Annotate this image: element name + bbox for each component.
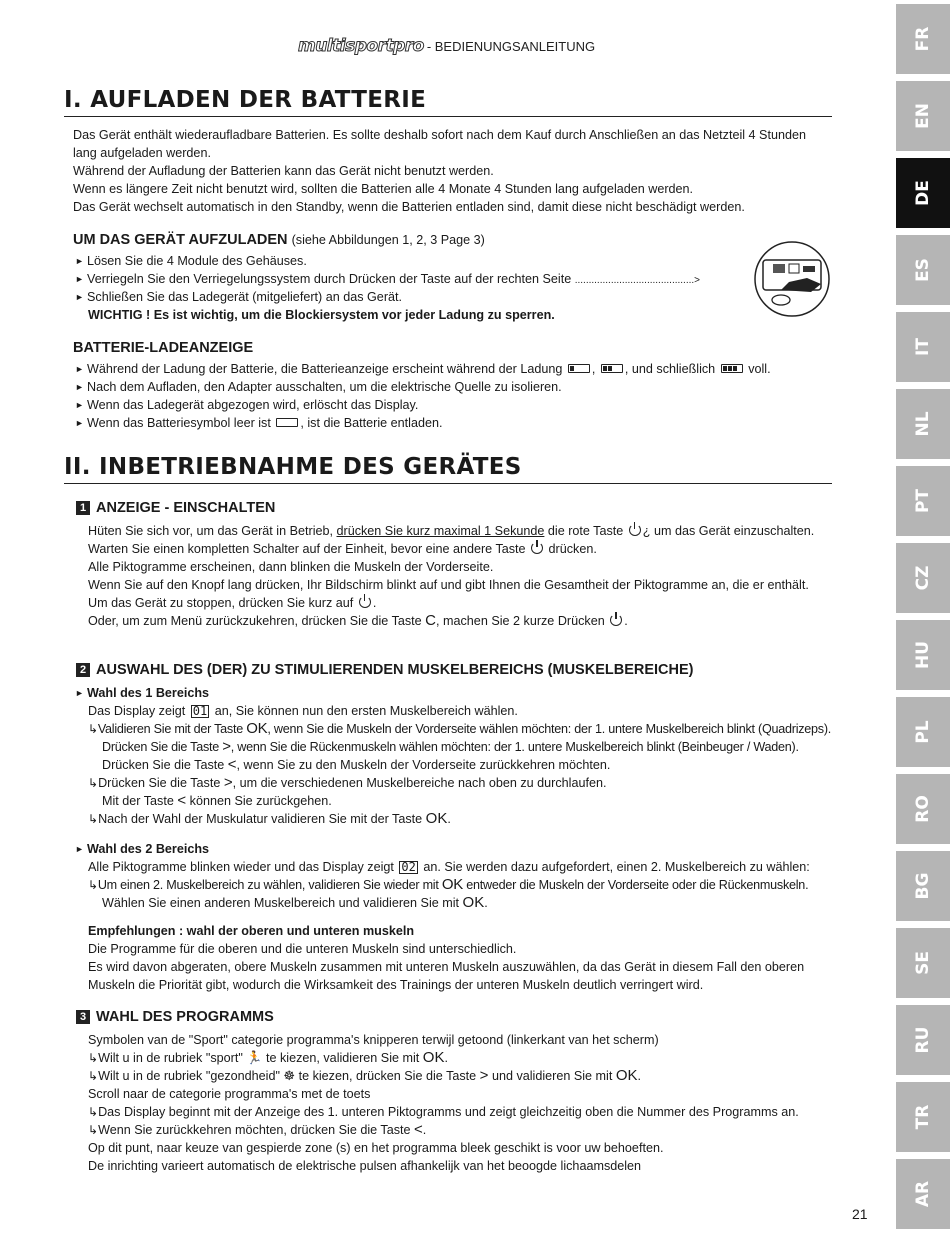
battery-heading: BATTERIE-LADEANZEIGE — [73, 340, 254, 356]
battery-item: ► Nach dem Aufladen, den Adapter ausschalten, um die elektrische Quelle zu isolieren. — [75, 380, 562, 394]
language-sidebar — [894, 0, 950, 1242]
s1-line: Hüten Sie sich vor, um das Gerät in Betrieb, drücken Sie kurz maximal 1 Sekunde die rote Taste ¿ um das Gerät einzuschalten. — [88, 524, 815, 538]
tab-es[interactable]: ES — [896, 235, 950, 305]
s2-line: ↳Validieren Sie mit der Taste OK, wenn Sie die Muskeln der Vorderseite wählen möchten: der 1. untere Muskelbereich blinkt (Quadrizeps). — [88, 720, 832, 737]
s3-line: ↳Wilt u in de rubriek "sport" 🏃 te kiezen, validieren Sie mit OK. — [88, 1049, 448, 1066]
s3-line: Op dit punt, naar keuze van gespierde zone (s) en het programma bleek geschikt is voor uw behoeften. — [88, 1141, 664, 1155]
power-icon — [629, 524, 641, 536]
battery-1-bar-icon — [568, 364, 590, 373]
s3-line: ↳Das Display beginnt mit der Anzeige des 1. unteren Piktogramms und zeigt gleichzeitig oben die Nummer des Programms an. — [88, 1105, 799, 1119]
display-02-icon: 02 — [401, 860, 416, 874]
area-2-title: ► Wahl des 2 Bereichs — [75, 842, 210, 856]
s1-line: Alle Piktogramme erscheinen, dann blinken die Muskeln der Vorderseite. — [88, 560, 494, 574]
charge-warning: WICHTIG ! Es ist wichtig, um die Blockiersystem vor jeder Ladung zu sperren. — [88, 308, 555, 322]
tab-it[interactable]: IT — [896, 312, 950, 382]
s2-line: ↳Um einen 2. Muskelbereich zu wählen, validieren Sie wieder mit OK entweder die Muskeln der Vorderseite oder die Rückenmuskeln. — [88, 876, 809, 893]
subsection-2-heading: 2 AUSWAHL DES (DER) ZU STIMULIERENDEN MUSKELBEREICHS (MUSKELBEREICHE) — [76, 660, 693, 680]
tab-pt[interactable]: PT — [896, 466, 950, 536]
section-1-title: I. AUFLADEN DER BATTERIE — [64, 86, 832, 117]
recommendation-title: Empfehlungen : wahl der oberen und unteren muskeln — [88, 924, 415, 938]
s2-line: Drücken Sie die Taste <, wenn Sie zu den Muskeln der Vorderseite zurückkehren möchten. — [102, 756, 611, 773]
intro-line: Während der Aufladung der Batterien kann das Gerät nicht benutzt werden. — [73, 164, 494, 178]
charge-heading — [73, 230, 485, 250]
s2-line: Das Display zeigt 01 an, Sie können nun den ersten Muskelbereich wählen. — [88, 704, 518, 718]
s2-line: Mit der Taste < können Sie zurückgehen. — [102, 792, 332, 809]
health-lotus-icon: ☸ — [283, 1068, 296, 1083]
power-icon — [610, 614, 622, 626]
s3-line: ↳Wilt u in de rubriek "gezondheid" ☸ te kiezen, drücken Sie die Taste > und validieren Sie mit OK. — [88, 1067, 642, 1084]
s2-line: Wählen Sie einen anderen Muskelbereich und validieren Sie mit OK. — [102, 894, 488, 911]
tab-se[interactable]: SE — [896, 928, 950, 998]
recommendation-line: Die Programme für die oberen und die unteren Muskeln sind unterschiedlich. — [88, 942, 517, 956]
tab-en[interactable]: EN — [896, 81, 950, 151]
charge-title: UM DAS GERÄT AUFZULADEN — [73, 232, 288, 248]
battery-empty-icon — [276, 418, 298, 427]
tab-tr[interactable]: TR — [896, 1082, 950, 1152]
recommendation-line: Muskeln die Priorität gibt, wodurch die Wirksamkeit des Trainings der unteren Muskeln deutlich verringert wird. — [88, 978, 704, 992]
battery-item: ► Wenn das Ladegerät abgezogen wird, erlöscht das Display. — [75, 398, 419, 412]
tab-hu[interactable]: HU — [896, 620, 950, 690]
power-icon — [531, 542, 543, 554]
display-01-icon: 01 — [192, 704, 208, 718]
battery-item: ► Wenn das Batteriesymbol leer ist , ist die Batterie entladen. — [75, 416, 443, 430]
charge-item: ► Schließen Sie das Ladegerät (mitgeliefert) an das Gerät. — [75, 290, 403, 304]
subsection-1-heading: 1 ANZEIGE - EINSCHALTEN — [76, 498, 275, 518]
recommendation-line: Es wird davon abgeraten, obere Muskeln zusammen mit unteren Muskeln auszuwählen, da das Gerät in diesem Fall den oberen — [88, 960, 805, 974]
area-1-title: ► Wahl des 1 Bereichs — [75, 686, 210, 700]
s2-line: ↳Drücken Sie die Taste >, um die verschiedenen Muskelbereiche nach oben zu durchlaufen. — [88, 774, 607, 791]
battery-2-bar-icon — [601, 364, 623, 373]
s2-line: Alle Piktogramme blinken wieder und das Display zeigt 02 an. Sie werden dazu aufgefordert, einen 2. Muskelbereich zu wählen: — [88, 860, 810, 874]
s1-line: Oder, um zum Menü zurückzukehren, drücken Sie die Taste C, machen Sie 2 kurze Drücken . — [88, 612, 628, 629]
tab-nl[interactable]: NL — [896, 389, 950, 459]
brand-logo: multisportpro — [298, 36, 424, 56]
tab-de[interactable]: DE — [896, 158, 950, 228]
s3-line: Symbolen van de "Sport" categorie programma's knipperen terwijl getoond (linkerkant van het scherm) — [88, 1033, 659, 1047]
s3-line: ↳Wenn Sie zurückkehren möchten, drücken Sie die Taste <. — [88, 1121, 427, 1138]
s2-line: ↳Nach der Wahl der Muskulatur validieren Sie mit der Taste OK. — [88, 810, 451, 827]
tab-ru[interactable]: RU — [896, 1005, 950, 1075]
leader-dots: ...........................................> — [574, 275, 701, 286]
page-header — [298, 36, 595, 56]
sport-runner-icon: 🏃 — [246, 1050, 263, 1065]
power-icon — [359, 596, 371, 608]
charge-item: ► Verriegeln Sie den Verriegelungssystem durch Drücken der Taste auf der rechten Seite ...........................................> — [75, 272, 701, 286]
battery-full-icon — [721, 364, 743, 373]
charge-item: ► Lösen Sie die 4 Module des Gehäuses. — [75, 254, 307, 268]
intro-line: lang aufgeladen werden. — [73, 146, 211, 160]
intro-line: Das Gerät wechselt automatisch in den Standby, wenn die Batterien entladen sind, damit diese nicht beschädigt werden. — [73, 200, 745, 214]
tab-pl[interactable]: PL — [896, 697, 950, 767]
tab-ro[interactable]: RO — [896, 774, 950, 844]
s2-line: Drücken Sie die Taste >, wenn Sie die Rückenmuskeln wählen möchten: der 1. untere Muskelbereich blinkt (Beinbeuger / Waden). — [102, 738, 799, 755]
s1-line: Wenn Sie auf den Knopf lang drücken, Ihr Bildschirm blinkt auf und gibt Ihnen die Gesamtheit der Piktogramme an, die er enthält. — [88, 578, 809, 592]
s1-line: Um das Gerät zu stoppen, drücken Sie kurz auf . — [88, 596, 377, 610]
s3-line: De inrichting varieert automatisch de elektrische pulsen afhankelijk van het beoogde lichaamsdelen — [88, 1159, 642, 1173]
tab-ar[interactable]: AR — [896, 1159, 950, 1229]
tab-cz[interactable]: CZ — [896, 543, 950, 613]
lock-illustration — [751, 240, 833, 318]
charge-subtitle: (siehe Abbildungen 1, 2, 3 Page 3) — [291, 233, 485, 247]
header-label: - BEDIENUNGSANLEITUNG — [426, 38, 596, 54]
battery-item: ► Während der Ladung der Batterie, die Batterieanzeige erscheint während der Ladung , , und schließlich voll. — [75, 362, 771, 376]
subsection-3-heading: 3 WAHL DES PROGRAMMS — [76, 1007, 274, 1027]
s1-line: Warten Sie einen kompletten Schalter auf der Einheit, bevor eine andere Taste drücken. — [88, 542, 597, 556]
tab-fr[interactable]: FR — [896, 4, 950, 74]
tab-bg[interactable]: BG — [896, 851, 950, 921]
intro-line: Das Gerät enthält wiederaufladbare Batterien. Es sollte deshalb sofort nach dem Kauf durch Anschließen an das Netzteil 4 Stunden — [73, 128, 806, 142]
s3-line: Scroll naar de categorie programma's met de toets — [88, 1087, 371, 1101]
intro-line: Wenn es längere Zeit nicht benutzt wird, sollten die Batterien alle 4 Monate 4 Stunden lang aufgeladen werden. — [73, 182, 694, 196]
page-number: 21 — [852, 1206, 868, 1222]
section-2-title: II. INBETRIEBNAHME DES GERÄTES — [64, 453, 832, 484]
